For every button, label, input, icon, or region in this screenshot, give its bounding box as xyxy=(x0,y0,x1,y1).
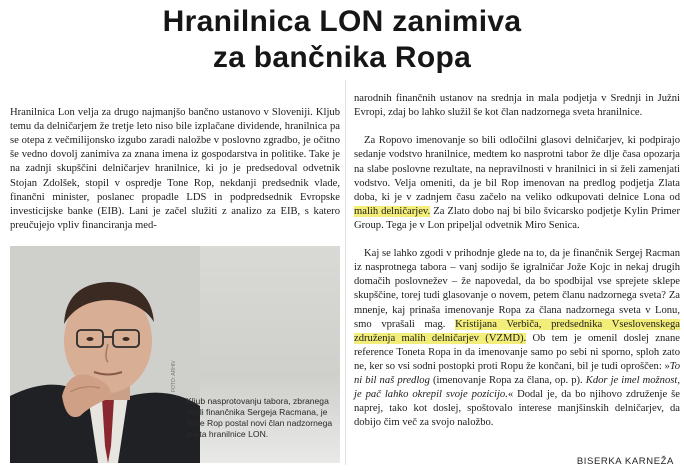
photo-caption: Kljub nasprotovanju tabora, zbranega okoli finančnika Sergeja Racmana, je Tone Rop postal novi član nadzornega sveta hranilnice LON. xyxy=(186,396,333,439)
column-divider xyxy=(345,80,346,465)
right-paragraph-3-text-b: Ob tem je omenil doslej znane reference Toneta Ropa in da imenovanje samo po sebi ni sporno, sploh zato ne, ker so vsi sodni postopki proti Ropu že končani, bil je tudi oproščen: » xyxy=(354,332,680,372)
headline-line-1: Hranilnica LON zanimiva xyxy=(162,5,522,38)
right-paragraph-3-text-d: « Dodal je, da bo njihovo združenje še naprej, tako kot doslej, spoštovalo interese manjšinskih delničarjev, da dobijo čim več za svojo naložbo. xyxy=(354,389,680,429)
right-paragraph-3 xyxy=(354,247,680,430)
right-paragraph-2-text-a: Za Ropovo imenovanje so bili odločilni glasovi delničarjev, ki podpirajo sedanje vodstvo hranilnice, medtem ko nasprotni tabor že dlje časa opozarja na slabe poslovne rezultate, na nepravilnosti v hranilnici in si želi zamenjati vodstvo. Velja omeniti, da je bil Rop imenovan na predlog podjetja Zlata doba, ki je v zadnjem času začelo na veliko odkupovati delnice Lona od xyxy=(354,135,680,203)
headline xyxy=(0,4,684,76)
left-paragraph-1: Hranilnica Lon velja za drugo najmanjšo bančno ustanovo v Sloveniji. Kljub temu da delničarjem že tretje leto niso bile izplačane dividende, hranilnica pa se otepa z večmilijonsko izgubo zaradi naložbe v poslovno zgradbo, je očitno še vedno dovolj zanimiva za znana imena iz gospodarstva in politike. Take je na zadnji skupščini delničarjev hranilnice, ki jo je predsedoval odvetnik Stojan Zdolšek, stopil v ospredje Tone Rop, nekdanji predsednik vlade, finančni minister, poslanec propadle LDS in podpredsednik Evropske investicijske banke (EIB). Lani je začel služiti z analizo za EIB, s katero preučujejo vpliv financiranja med- xyxy=(10,107,340,231)
quote-italic-1: To ni bil naš predlog xyxy=(354,360,680,386)
author-byline: BISERKA KARNEŽA xyxy=(576,456,674,467)
right-column xyxy=(354,78,680,444)
right-paragraph-3-text-a: Kaj se lahko zgodi v prihodnje glede na to, da je finančnik Sergej Racman iz nasprotnega tabora – vanj sodijo še igralničar Jože Kojc in nekaj drugih domačih poslovnežev – že napovedal, da bo spodbijal vse sprejete sklepe skupščine, torej tudi glasovanje o novem, petem članu nadzornega sveta? Za mnenje, kaj prinaša imenovanje Ropa za člana nadzornega sveta v Lonu, smo vprašali mag. xyxy=(354,248,680,330)
photo-credit: FOTO: ARHIV xyxy=(171,360,177,392)
headline-line-2: za bančnika Ropa xyxy=(212,41,472,74)
left-column xyxy=(10,92,340,247)
right-paragraph-2 xyxy=(354,134,680,233)
right-paragraph-2-text-b: Za Zlato dobo naj bi bilo švicarsko podjetje Kylin Primer Group. Tega je v Lon pripeljal odvetnik Miro Senica. xyxy=(354,205,681,231)
quote-italic-2: Kdor je imel možnost, je pač lahko okrepil svoje pozicijo. xyxy=(354,374,680,401)
highlight-verbic-vzmd: Kristijana Verbiča, predsednika Vseslovenskega združenja malih delničarjev (VZMD). xyxy=(354,318,680,344)
right-paragraph-1: narodnih finančnih ustanov na srednja in mala podjetja v Srednji in Južni Evropi, zdaj bo lahko služil še kot član nadzornega sveta hranilnice. xyxy=(354,93,680,119)
highlight-mali-delnicarji: malih delničarjev. xyxy=(354,205,431,217)
portrait-photo xyxy=(10,246,200,463)
right-paragraph-3-text-c: (imenovanje Ropa za člana, op. p). xyxy=(429,374,586,386)
